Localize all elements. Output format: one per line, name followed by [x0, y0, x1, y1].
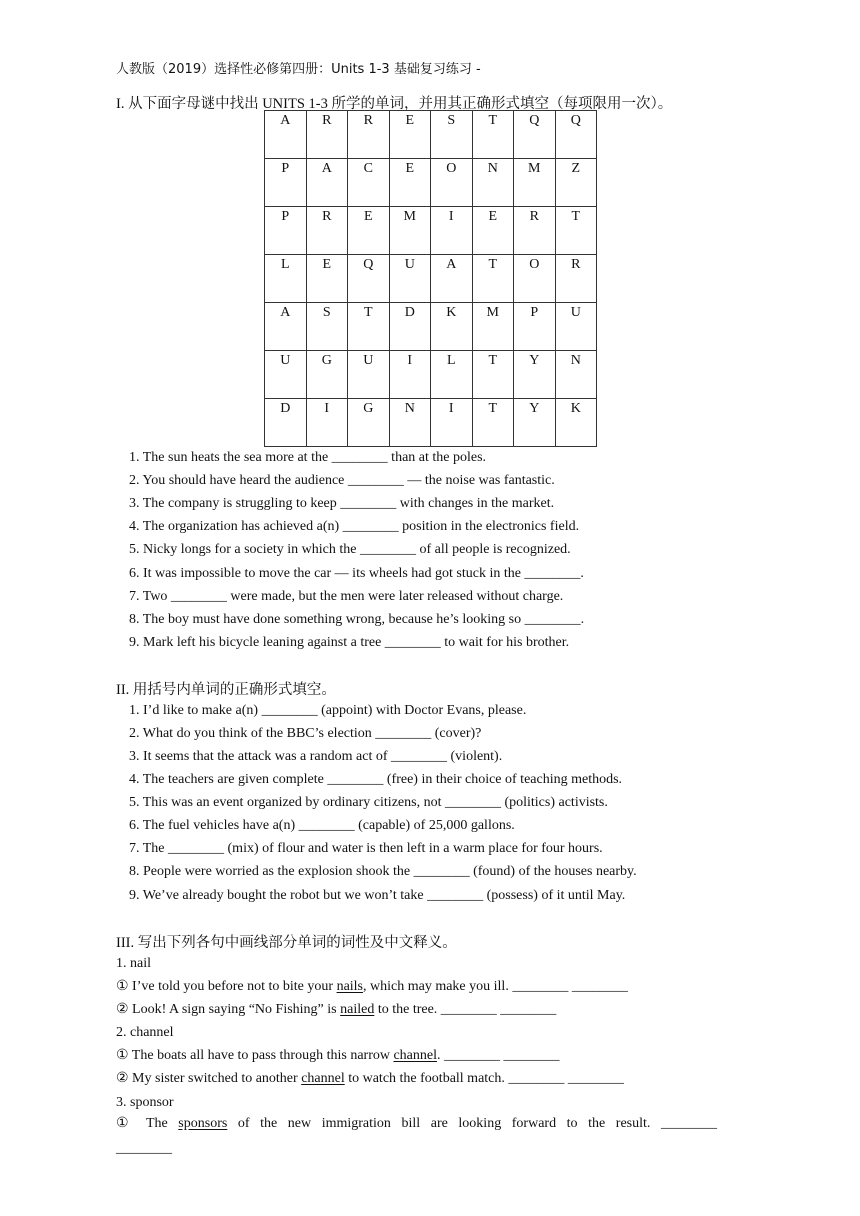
grid-cell: Q: [514, 111, 556, 159]
grid-cell: E: [389, 111, 431, 159]
s2-item-3: 3. It seems that the attack was a random act of ________ (violent).: [129, 749, 503, 764]
grid-cell: N: [389, 399, 431, 447]
grid-cell: S: [306, 303, 348, 351]
s2-item-9: 9. We’ve already bought the robot but we won’t take ________ (possess) of it until May.: [129, 888, 626, 903]
grid-cell: T: [472, 255, 514, 303]
s2-item-4: 4. The teachers are given complete ________ (free) in their choice of teaching methods.: [129, 772, 623, 787]
s3-channel-sentence-2: ② My sister switched to another channel to watch the football match. ________ ________: [116, 1071, 624, 1086]
s1-item-9: 9. Mark left his bicycle leaning against a tree ________ to wait for his brother.: [129, 635, 570, 650]
s3-word-nail: 1. nail: [116, 956, 151, 971]
grid-cell: R: [306, 207, 348, 255]
grid-row: [265, 399, 597, 447]
s2-item-7: 7. The ________ (mix) of flour and water is then left in a warm place for four hours.: [129, 841, 603, 856]
s3-sponsor-sentence-1: ① The sponsors of the new immigration bill are looking forward to the result. ________: [116, 1116, 717, 1131]
grid-row: [265, 255, 597, 303]
grid-cell: Y: [514, 351, 556, 399]
grid-cell: M: [472, 303, 514, 351]
grid-cell: Z: [555, 159, 597, 207]
underlined-word: channel: [301, 1071, 345, 1086]
grid-cell: N: [472, 159, 514, 207]
grid-cell: E: [472, 207, 514, 255]
grid-cell: E: [348, 207, 390, 255]
s3-nail-sentence-1: ① I’ve told you before not to bite your nails, which may make you ill. ________ ________: [116, 979, 628, 994]
section1-heading: I. 从下面字母谜中找出 UNITS 1-3 所学的单词，并用其正确形式填空（每项限用一次）。: [116, 96, 673, 112]
grid-cell: R: [514, 207, 556, 255]
grid-cell: P: [514, 303, 556, 351]
s1-item-8: 8. The boy must have done something wrong, because he’s looking so ________.: [129, 612, 585, 627]
grid-row: [265, 111, 597, 159]
grid-cell: K: [431, 303, 473, 351]
grid-cell: D: [389, 303, 431, 351]
s1-item-7: 7. Two ________ were made, but the men were later released without charge.: [129, 589, 564, 604]
grid-cell: K: [555, 399, 597, 447]
s2-item-8: 8. People were worried as the explosion shook the ________ (found) of the houses nearby.: [129, 864, 637, 879]
grid-cell: Y: [514, 399, 556, 447]
grid-cell: T: [472, 111, 514, 159]
s2-item-6: 6. The fuel vehicles have a(n) ________ (capable) of 25,000 gallons.: [129, 818, 515, 833]
grid-cell: C: [348, 159, 390, 207]
page-title: 人教版（2019）选择性必修第四册：Units 1-3 基础复习练习 -: [116, 62, 481, 77]
grid-cell: Q: [555, 111, 597, 159]
grid-cell: I: [306, 399, 348, 447]
grid-cell: A: [265, 303, 307, 351]
s1-item-2: 2. You should have heard the audience ________ — the noise was fantastic.: [129, 473, 555, 488]
section3-heading: III. 写出下列各句中画线部分单词的词性及中文释义。: [116, 935, 457, 951]
s2-item-5: 5. This was an event organized by ordinary citizens, not ________ (politics) activists.: [129, 795, 608, 810]
grid-cell: M: [389, 207, 431, 255]
grid-cell: I: [389, 351, 431, 399]
grid-cell: U: [389, 255, 431, 303]
word-search-grid: [264, 110, 597, 447]
grid-cell: A: [431, 255, 473, 303]
grid-cell: G: [306, 351, 348, 399]
grid-cell: T: [472, 399, 514, 447]
grid-row: [265, 207, 597, 255]
grid-cell: U: [265, 351, 307, 399]
grid-cell: M: [514, 159, 556, 207]
grid-row: [265, 351, 597, 399]
s2-item-1: 1. I’d like to make a(n) ________ (appoint) with Doctor Evans, please.: [129, 703, 527, 718]
grid-cell: A: [306, 159, 348, 207]
grid-cell: O: [514, 255, 556, 303]
grid-cell: Q: [348, 255, 390, 303]
grid-cell: D: [265, 399, 307, 447]
section2-heading: II. 用括号内单词的正确形式填空。: [116, 682, 336, 698]
grid-cell: O: [431, 159, 473, 207]
s1-item-3: 3. The company is struggling to keep ________ with changes in the market.: [129, 496, 555, 511]
underlined-word: nails: [336, 979, 364, 994]
grid-cell: E: [389, 159, 431, 207]
s3-channel-sentence-1: ① The boats all have to pass through this narrow channel. ________ ________: [116, 1048, 560, 1063]
grid-cell: S: [431, 111, 473, 159]
grid-row: [265, 303, 597, 351]
grid-cell: T: [555, 207, 597, 255]
grid-cell: E: [306, 255, 348, 303]
grid-cell: R: [555, 255, 597, 303]
grid-cell: A: [265, 111, 307, 159]
grid-cell: I: [431, 399, 473, 447]
s3-nail-sentence-2: ② Look! A sign saying “No Fishing” is nailed to the tree. ________ ________: [116, 1002, 557, 1017]
s3-word-channel: 2. channel: [116, 1025, 174, 1040]
grid-cell: G: [348, 399, 390, 447]
grid-cell: P: [265, 159, 307, 207]
s1-item-5: 5. Nicky longs for a society in which the ________ of all people is recognized.: [129, 542, 571, 557]
underlined-word: channel: [393, 1048, 437, 1063]
underlined-word: sponsors: [178, 1116, 228, 1131]
s1-item-4: 4. The organization has achieved a(n) ________ position in the electronics field.: [129, 519, 580, 534]
grid-cell: T: [472, 351, 514, 399]
s3-sponsor-sentence-1-continuation: ________: [116, 1141, 172, 1156]
underlined-word: nailed: [340, 1002, 375, 1017]
grid-cell: N: [555, 351, 597, 399]
grid-cell: I: [431, 207, 473, 255]
grid-cell: P: [265, 207, 307, 255]
grid-cell: R: [306, 111, 348, 159]
grid-row: [265, 159, 597, 207]
s2-item-2: 2. What do you think of the BBC’s election ________ (cover)?: [129, 726, 482, 741]
grid-cell: L: [431, 351, 473, 399]
s3-word-sponsor: 3. sponsor: [116, 1095, 174, 1110]
grid-cell: R: [348, 111, 390, 159]
s1-item-6: 6. It was impossible to move the car — its wheels had got stuck in the ________.: [129, 566, 584, 581]
grid-cell: T: [348, 303, 390, 351]
grid-cell: L: [265, 255, 307, 303]
grid-cell: U: [348, 351, 390, 399]
s1-item-1: 1. The sun heats the sea more at the ________ than at the poles.: [129, 450, 487, 465]
grid-cell: U: [555, 303, 597, 351]
